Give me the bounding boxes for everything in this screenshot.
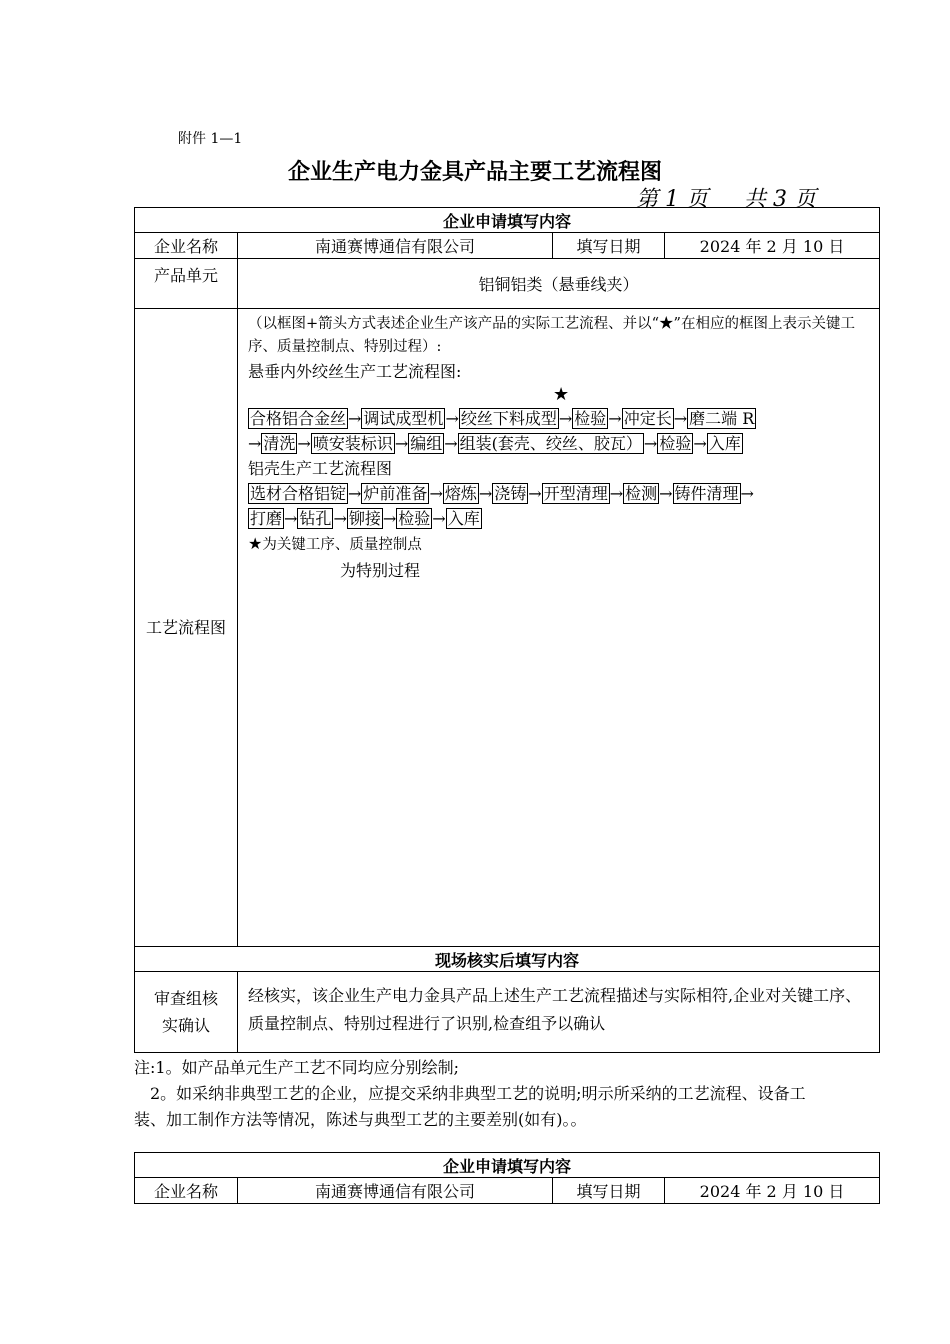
arrow-icon: → bbox=[284, 509, 298, 528]
process-step-box: 组装(套壳、绞丝、胶瓦） bbox=[459, 434, 642, 453]
section3-header: 企业申请填写内容 bbox=[135, 1153, 880, 1178]
process-step-box: 入库 bbox=[447, 509, 480, 528]
arrow-icon: → bbox=[558, 409, 573, 428]
process-step-box: 熔炼 bbox=[444, 484, 477, 503]
process-step-box: 炉前准备 bbox=[363, 484, 428, 503]
process-step-box: 冲定长 bbox=[623, 409, 672, 428]
arrow-icon: → bbox=[478, 484, 493, 503]
process-step-box: 调试成型机 bbox=[363, 409, 444, 428]
document-title: 企业生产电力金具产品主要工艺流程图 bbox=[287, 160, 662, 185]
process-step-box: 检验 bbox=[659, 434, 692, 453]
arrow-icon: → bbox=[608, 409, 622, 428]
process-step-box: 打磨 bbox=[250, 509, 283, 528]
process-step-box: 浇铸 bbox=[494, 484, 527, 503]
arrow-icon: → bbox=[382, 509, 397, 528]
arrow-icon: → bbox=[348, 409, 362, 428]
arrow-icon: → bbox=[429, 484, 443, 503]
product-unit-value: 铝铜铝类（悬垂线夹） bbox=[238, 259, 880, 309]
process-step-box: 绞丝下料成型 bbox=[460, 409, 557, 428]
arrow-icon: → bbox=[248, 434, 262, 453]
legend-text: 为关键工序、质量控制点 bbox=[262, 537, 422, 553]
arrow-icon: → bbox=[445, 409, 459, 428]
process-step-box: 检验 bbox=[398, 509, 431, 528]
process-step-box: 开型清理 bbox=[543, 484, 608, 503]
arrow-icon: → bbox=[643, 434, 658, 453]
flow1-row1 bbox=[248, 406, 871, 431]
company-name-2: 南通赛博通信有限公司 bbox=[238, 1178, 553, 1204]
process-step-box: 选材合格铝锭 bbox=[250, 484, 347, 503]
process-flow-cell bbox=[238, 309, 880, 947]
process-step-box: 清洗 bbox=[263, 434, 296, 453]
product-unit-label: 产品单元 bbox=[135, 259, 238, 309]
arrow-icon: → bbox=[432, 509, 446, 528]
legend-special: 为特别过程 bbox=[340, 561, 421, 580]
arrow-icon: → bbox=[528, 484, 542, 503]
note-1: 注:1。如产品单元生产工艺不同均应分别绘制; bbox=[134, 1058, 459, 1077]
arrow-icon: → bbox=[333, 509, 347, 528]
process-label: 工艺流程图 bbox=[135, 309, 238, 947]
attachment-label: 附件 1—1 bbox=[178, 131, 243, 147]
company-label-2: 企业名称 bbox=[135, 1178, 238, 1204]
process-step-box: 铸件清理 bbox=[674, 484, 739, 503]
flow2-row1 bbox=[248, 481, 871, 506]
review-text: 经核实，该企业生产电力金具产品上述生产工艺流程描述与实际相符,企业对关键工序、质量控制点、特别过程进行了识别,检查组予以确认 bbox=[238, 972, 880, 1053]
arrow-icon: → bbox=[444, 434, 458, 453]
process-step-box: 磨二端 R bbox=[689, 409, 755, 428]
process-step-box: 钻孔 bbox=[299, 509, 332, 528]
date-value-2: 2024 年 2 月 10 日 bbox=[665, 1178, 880, 1204]
review-label: 审查组核实确认 bbox=[135, 972, 238, 1053]
arrow-icon: → bbox=[609, 484, 624, 503]
note-2: 2。如采纳非典型工艺的企业，应提交采纳非典型工艺的说明;明示所采纳的工艺流程、设备工装、加工制作方法等情况，陈述与典型工艺的主要差别(如有)。。 bbox=[134, 1084, 806, 1129]
process-step-box: 合格铝合金丝 bbox=[250, 409, 347, 428]
date-label: 填写日期 bbox=[553, 233, 665, 259]
process-step-box: 检验 bbox=[574, 409, 607, 428]
date-label-2: 填写日期 bbox=[553, 1178, 665, 1204]
arrow-icon: → bbox=[673, 409, 688, 428]
company-name: 南通赛博通信有限公司 bbox=[238, 233, 553, 259]
flow1-title: 悬垂内外绞丝生产工艺流程图: bbox=[248, 362, 462, 381]
process-step-box: 喷安装标识 bbox=[312, 434, 393, 453]
star-icon: ★ bbox=[553, 384, 570, 405]
arrow-icon: → bbox=[693, 434, 707, 453]
instruction-text: （以框图+箭头方式表述企业生产该产品的实际工艺流程、并以“★”在相应的框图上表示关键工序、质量控制点、特别过程）: bbox=[248, 316, 855, 355]
flow2-row2 bbox=[248, 506, 871, 531]
flow2-title: 铝壳生产工艺流程图 bbox=[248, 459, 393, 478]
application-table-2 bbox=[134, 1152, 880, 1204]
flow1-row2 bbox=[248, 431, 871, 456]
application-table bbox=[134, 207, 880, 1053]
process-step-box: 编组 bbox=[410, 434, 443, 453]
process-step-box: 入库 bbox=[708, 434, 741, 453]
company-label: 企业名称 bbox=[135, 233, 238, 259]
process-step-box: 检测 bbox=[625, 484, 658, 503]
process-step-box: 铆接 bbox=[348, 509, 381, 528]
arrow-icon: → bbox=[297, 434, 311, 453]
legend-star-icon: ★ bbox=[248, 534, 263, 553]
page-indicator: 第 1 页 共 3 页 bbox=[636, 187, 816, 212]
arrow-icon: → bbox=[348, 484, 362, 503]
section-header: 企业申请填写内容 bbox=[135, 208, 880, 233]
arrow-icon: → bbox=[740, 484, 754, 503]
arrow-icon: → bbox=[394, 434, 409, 453]
arrow-icon: → bbox=[659, 484, 673, 503]
section2-header: 现场核实后填写内容 bbox=[135, 947, 880, 972]
notes bbox=[134, 1055, 824, 1133]
legend bbox=[248, 531, 871, 558]
date-value: 2024 年 2 月 10 日 bbox=[665, 233, 880, 259]
